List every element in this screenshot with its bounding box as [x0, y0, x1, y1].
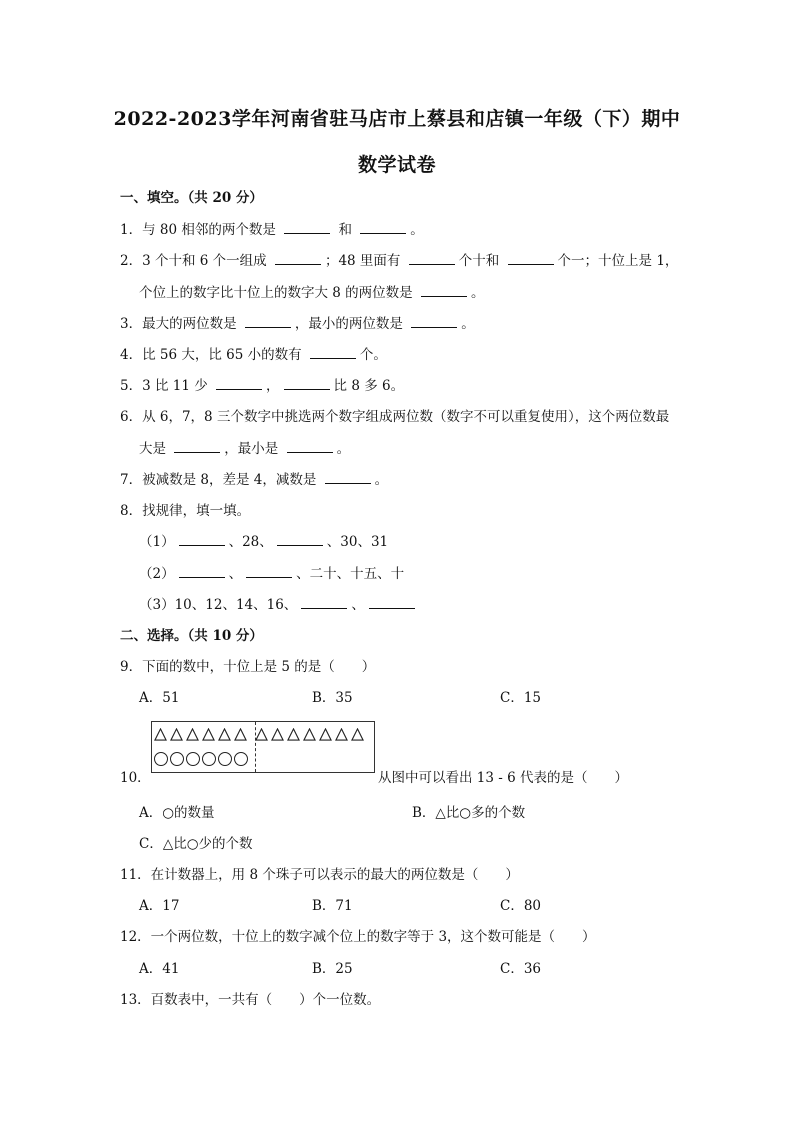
option-c[interactable]: C．36: [500, 961, 542, 977]
triangle-icon: [154, 728, 167, 741]
option-c[interactable]: C．80: [500, 898, 542, 914]
question-8: 8．找规律，填一填。: [120, 503, 251, 519]
triangle-icon: [234, 728, 247, 741]
question-7: 7．被减数是 8，差是 4，减数是 。: [120, 468, 388, 488]
answer-blank[interactable]: [325, 469, 371, 484]
question-13: 13．百数表中，一共有（ ）个一位数。: [120, 992, 381, 1008]
answer-blank[interactable]: [369, 594, 415, 609]
triangle-icon: [255, 728, 268, 741]
answer-blank[interactable]: [409, 250, 455, 265]
question-1: 1．与 80 相邻的两个数是 和 。: [120, 218, 424, 238]
question-4: 4．比 56 大，比 65 小的数有 个。: [120, 343, 387, 363]
question-6-continued: 大是 ，最小是 。: [139, 437, 350, 457]
exam-title-line2: 数学试卷: [357, 154, 436, 176]
question-10-stem: 从图中可以看出 13 - 6 代表的是（ ）: [378, 770, 628, 786]
option-b[interactable]: B．25: [312, 961, 353, 977]
triangle-icon: [335, 728, 348, 741]
question-2-continued: 个位上的数字比十位上的数字大 8 的两位数是 。: [139, 281, 484, 301]
triangle-icon: [303, 728, 316, 741]
option-c[interactable]: C．15: [500, 690, 542, 706]
shapes-figure: [151, 721, 375, 773]
circle-icon: [234, 752, 248, 766]
dashed-divider: [255, 722, 256, 772]
question-5: 5．3 比 11 少 ， 比 8 多 6。: [120, 374, 404, 394]
question-6: 6．从 6，7，8 三个数字中挑选两个数字组成两位数（数字不可以重复使用），这个两位数最: [120, 409, 670, 425]
answer-blank[interactable]: [411, 313, 457, 328]
answer-blank[interactable]: [216, 375, 262, 390]
circle-icon: [170, 752, 184, 766]
question-2: 2．3 个十和 6 个一组成 ；48 里面有 个十和 个一；十位上是 1，: [120, 249, 678, 269]
question-12: 12．一个两位数，十位上的数字减个位上的数字等于 3，这个数可能是（ ）: [120, 929, 596, 945]
circle-icon: [186, 752, 200, 766]
answer-blank[interactable]: [287, 438, 333, 453]
option-b[interactable]: B．△比○多的个数: [412, 805, 526, 821]
answer-blank[interactable]: [245, 313, 291, 328]
triangle-icon: [271, 728, 284, 741]
answer-blank[interactable]: [310, 344, 356, 359]
triangle-icon: [319, 728, 332, 741]
answer-blank[interactable]: [277, 531, 323, 546]
circle-icon: [218, 752, 232, 766]
option-a[interactable]: A．○的数量: [139, 805, 215, 821]
question-8-part-2: （2） 、 、二十、十五、十: [139, 562, 404, 582]
answer-blank[interactable]: [360, 219, 406, 234]
question-3: 3．最大的两位数是 ，最小的两位数是 。: [120, 312, 475, 332]
option-a[interactable]: A．17: [139, 898, 180, 914]
circle-row: [154, 752, 248, 766]
question-8-part-1: （1） 、28、 、30、31: [139, 530, 388, 550]
triangle-icon: [170, 728, 183, 741]
answer-blank[interactable]: [421, 282, 467, 297]
section1-heading: 一、填空。（共 20 分）: [120, 190, 263, 206]
answer-blank[interactable]: [284, 219, 330, 234]
question-8-part-3: （3）10、12、14、16、 、: [139, 593, 419, 613]
option-c[interactable]: C．△比○少的个数: [139, 836, 253, 852]
section2-heading: 二、选择。（共 10 分）: [120, 628, 263, 644]
question-11: 11．在计数器上，用 8 个珠子可以表示的最大的两位数是（ ）: [120, 867, 519, 883]
option-b[interactable]: B．71: [312, 898, 353, 914]
answer-blank[interactable]: [174, 438, 220, 453]
answer-blank[interactable]: [275, 250, 321, 265]
option-a[interactable]: A．51: [139, 690, 180, 706]
option-b[interactable]: B．35: [312, 690, 353, 706]
triangle-icon: [351, 728, 364, 741]
circle-icon: [202, 752, 216, 766]
exam-title-line1: 2022-2023学年河南省驻马店市上蔡县和店镇一年级（下）期中: [113, 108, 681, 130]
option-a[interactable]: A．41: [139, 961, 180, 977]
triangle-row: [154, 728, 364, 741]
answer-blank[interactable]: [508, 250, 554, 265]
answer-blank[interactable]: [179, 563, 225, 578]
answer-blank[interactable]: [301, 594, 347, 609]
triangle-icon: [287, 728, 300, 741]
question-9: 9．下面的数中，十位上是 5 的是（ ）: [120, 659, 376, 675]
triangle-icon: [202, 728, 215, 741]
circle-icon: [154, 752, 168, 766]
question-10: 10．: [120, 770, 151, 786]
triangle-icon: [186, 728, 199, 741]
answer-blank[interactable]: [284, 375, 330, 390]
answer-blank[interactable]: [179, 531, 225, 546]
triangle-icon: [218, 728, 231, 741]
answer-blank[interactable]: [246, 563, 292, 578]
